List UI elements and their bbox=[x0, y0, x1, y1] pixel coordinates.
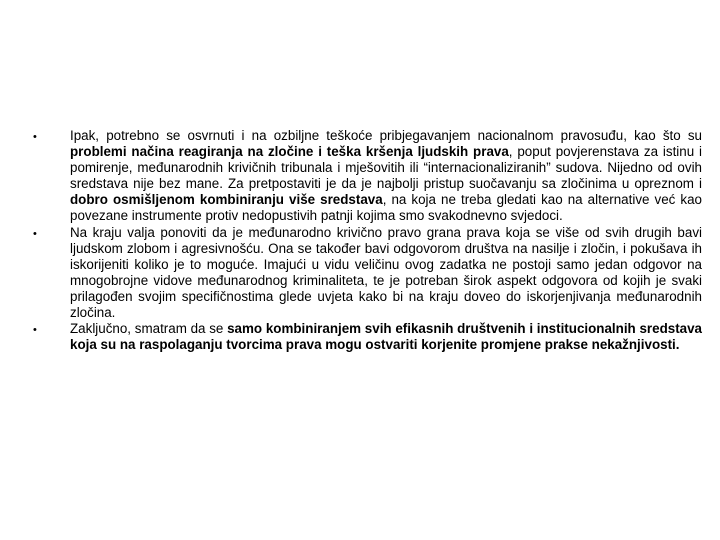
bullet-marker: • bbox=[33, 131, 37, 143]
bullet-marker: • bbox=[33, 324, 37, 337]
bullet-item-1 bbox=[30, 128, 702, 225]
bullet-text-segment: , poput povjerenstava za istinu i pomirenje, međunarodnih krivičnih tribunala i mješovitih ili “internacionaliziranih” sudova. Nijedno od ovih sredstava nije bez mane. Za pretpostaviti je da je najbolji pristup suočavanju sa zločinima u opreznom i bbox=[70, 144, 702, 192]
bullet-text-bold: dobro osmišljenom kombiniranju više sredstava bbox=[70, 192, 383, 208]
bullet-text-segment: Zaključno, smatram da se bbox=[70, 321, 228, 337]
bullet-marker: • bbox=[33, 227, 37, 240]
bullet-item-3 bbox=[30, 321, 702, 353]
bullet-list bbox=[30, 128, 702, 353]
bullet-text-segment: Na kraju valja ponoviti da je međunarodno krivično pravo grana prava koja se više od svih drugih bavi ljudskom zlobom i agresivnošću. Ona se također bavi odgovorom društva na nasilje i zločin, i pokušava ih iskorijeniti koliko je to moguće. Imajući u vidu veličinu ovog zadatka ne postoji samo jedan odgovor na mnogobrojne vidove međunarodnog kriminaliteta, te je potreban širok aspekt odgovora od kojih je svaki prilagođen svojim specifičnostima glede uvjeta kako bi na kraju doveo do iskorjenjivanja međunarodnih zločina. bbox=[70, 224, 702, 321]
bullet-text-segment: , na koja ne treba gledati kao na alternative već kao povezane instrumente protiv nedopustivih patnji kojima smo svakodnevno svjedoci. bbox=[70, 192, 702, 224]
bullet-item-2 bbox=[30, 225, 702, 322]
bullet-text-bold: problemi načina reagiranja na zločine i teška kršenja ljudskih prava bbox=[70, 144, 509, 160]
bullet-text-bold: samo kombiniranjem svih efikasnih društvenih i institucionalnih sredstava koja su na raspolaganju tvorcima prava mogu ostvariti korjenite promjene prakse nekažnjivosti. bbox=[70, 321, 702, 353]
bullet-text-segment: Ipak, potrebno se osvrnuti i na ozbiljne teškoće pribjegavanjem nacionalnom pravosuđu, kao što su bbox=[70, 128, 702, 143]
